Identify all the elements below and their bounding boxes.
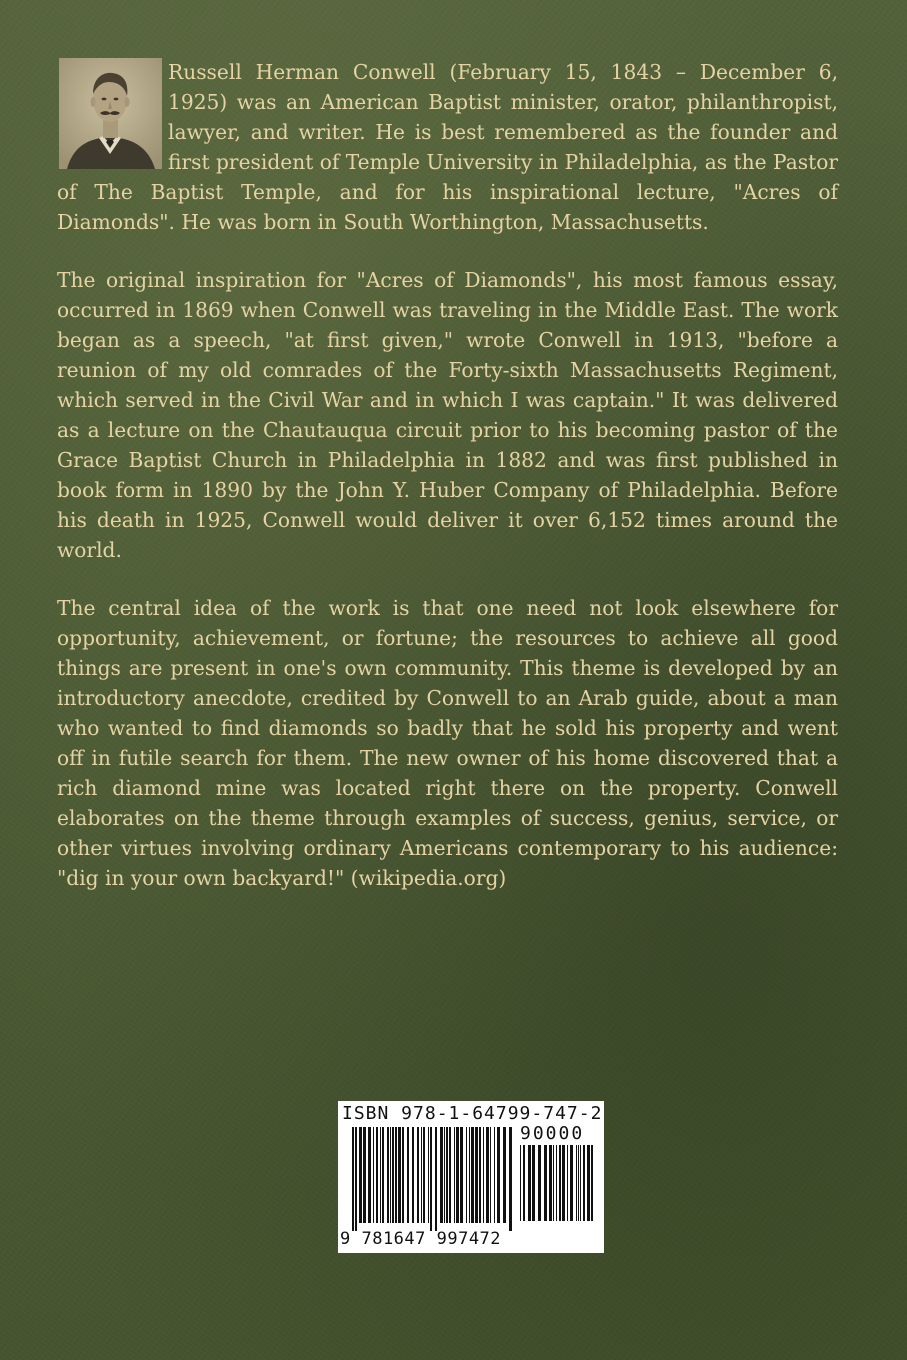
barcode-bar: [368, 1127, 371, 1223]
ean-barcode-bars: [352, 1127, 514, 1231]
barcode-bar: [483, 1127, 484, 1223]
barcode-bar: [444, 1127, 445, 1223]
barcode-bar: [532, 1145, 535, 1221]
barcode-bar: [578, 1145, 579, 1221]
barcode-bar: [376, 1127, 378, 1223]
barcode-bar: [503, 1127, 506, 1223]
barcode-bar: [363, 1127, 366, 1223]
barcode-bar: [494, 1127, 495, 1223]
history-paragraph: The original inspiration for "Acres of Diamonds", his most famous essay, occurred in 1869 when Conwell was traveling in the Middle East. The work began as a speech, "at first given," wrote Conwell in 1913, "before a reunion of my old comrades of the Forty-sixth Massachusetts Regiment, which served in the Civil War and in which I was captain." It was delivered as a lecture on the Chautauqua circuit prior to his becoming pastor of the Grace Baptist Church in Philadelphia in 1882 and was first published in book form in 1890 by the John Y. Huber Company of Philadelphia. Before his death in 1925, Conwell would deliver it over 6,152 times around the world.: [57, 268, 838, 562]
barcode-bar: [549, 1145, 552, 1221]
barcode-bar: [359, 1127, 362, 1223]
barcode-bar: [528, 1145, 531, 1221]
barcode-bar: [428, 1127, 429, 1223]
barcode-bar: [407, 1127, 409, 1223]
barcode-bar: [387, 1127, 389, 1223]
barcode-bar: [567, 1145, 568, 1221]
author-portrait-image: [59, 58, 162, 169]
barcode-bar: [570, 1145, 573, 1221]
barcode-bar: [352, 1127, 354, 1231]
description-text: [57, 57, 838, 921]
barcode-bar: [446, 1127, 448, 1223]
barcode-bar: [440, 1127, 443, 1223]
barcode-bar: [466, 1127, 467, 1223]
barcode-bar: [402, 1127, 404, 1223]
barcode-bar: [559, 1145, 561, 1221]
barcode-bar: [583, 1145, 585, 1221]
barcode-bar: [454, 1127, 455, 1223]
barcode-bar: [435, 1127, 437, 1231]
barcode-bar: [475, 1127, 478, 1223]
barcode-bar: [412, 1127, 414, 1223]
bio-text: Russell Herman Conwell (February 15, 1843 – December 6, 1925) was an American Baptist minister, orator, philanthropist, lawyer, and writer. He is best remembered as the founder and first president of Temple University in Philadelphia, as the Pastor of The Baptist Temple, and for his inspirational lecture, "Acres of Diamonds". He was born in South Worthington, Massachusetts.: [57, 60, 839, 234]
barcode-bar: [587, 1145, 590, 1221]
barcode-bar: [471, 1127, 474, 1223]
barcode-bar: [395, 1127, 397, 1223]
barcode-bar: [380, 1127, 381, 1223]
barcode-bar: [355, 1127, 357, 1231]
barcode-bar: [591, 1145, 593, 1221]
barcode-bar: [423, 1127, 425, 1223]
barcode-bar: [456, 1127, 459, 1223]
barcode-bar: [469, 1127, 470, 1223]
barcode-bar: [486, 1127, 489, 1223]
barcode-bar: [479, 1127, 481, 1223]
price-code: 90000: [520, 1123, 585, 1144]
barcode-bar: [580, 1145, 581, 1221]
barcode-bar: [382, 1127, 384, 1223]
isbn-label: ISBN 978-1-64799-747-2: [342, 1103, 603, 1124]
bio-paragraph: [57, 57, 838, 237]
barcode-bar: [421, 1127, 422, 1223]
barcode-bar: [538, 1145, 541, 1221]
barcode-bar: [523, 1145, 525, 1221]
barcode-bar: [509, 1127, 512, 1231]
barcode-bar: [460, 1127, 463, 1223]
barcode-bar: [553, 1145, 554, 1221]
barcode-bar: [576, 1145, 577, 1221]
barcode-bar: [556, 1145, 557, 1221]
barcode-bar: [544, 1145, 547, 1221]
barcode-bar: [497, 1127, 500, 1223]
theme-paragraph: The central idea of the work is that one need not look elsewhere for opportunity, achievement, or fortune; the resources to achieve all good things are present in one's own community. This theme is developed by an introductory anecdote, credited by Conwell to an Arab guide, about a man who wanted to find diamonds so badly that he sold his property and went off in futile search for them. The new owner of his home discovered that a rich diamond mine was located right there on the property. Conwell elaborates on the theme through examples of success, genius, service, or other virtues involving ordinary Americans contemporary to his audience: "dig in your own backyard!" (wikipedia.org): [57, 596, 838, 890]
barcode-bar: [490, 1127, 491, 1223]
barcode-bar: [392, 1127, 394, 1223]
barcode-bar: [520, 1145, 521, 1221]
barcode-bar: [398, 1127, 401, 1223]
ean-digits: 9 781647 997472: [340, 1229, 502, 1249]
barcode-bar: [373, 1127, 374, 1223]
barcode-bar: [562, 1145, 565, 1221]
barcode-bar: [417, 1127, 419, 1223]
addon-barcode-bars: [520, 1145, 596, 1229]
barcode-bar: [390, 1127, 391, 1223]
isbn-barcode: [338, 1101, 604, 1253]
author-portrait: [59, 58, 162, 169]
barcode-bar: [449, 1127, 451, 1223]
barcode-bar: [430, 1127, 432, 1231]
